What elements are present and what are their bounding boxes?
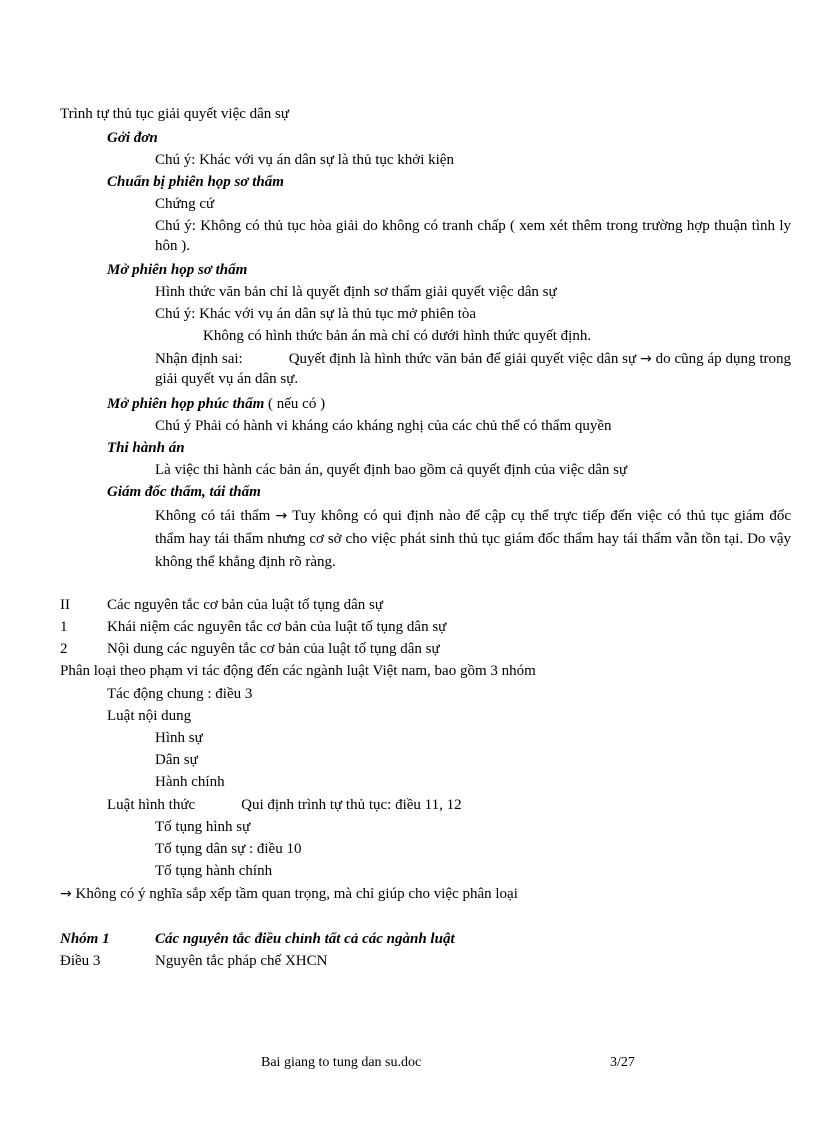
group-title: Các nguyên tắc điều chỉnh tất cả các ngành luật (155, 931, 455, 947)
step-enforcement: Thi hành án (107, 440, 185, 456)
footer-filename: Bai giang to tung dan su.doc (261, 1055, 422, 1070)
section-title: Các nguyên tắc cơ bản của luật tố tụng dân sự (107, 597, 383, 613)
statement-conclusion: do cũng áp dụng trong giải quyết vụ án dân sự. (155, 351, 791, 387)
arrow-icon: → (275, 508, 288, 524)
list-item: Hành chính (155, 774, 225, 790)
incorrect-statement-paragraph (155, 349, 791, 389)
step-first-instance-hearing: Mở phiên họp sơ thẩm (107, 262, 248, 278)
list-item: Luật nội dung (107, 708, 192, 724)
cassation-lead: Không có tái thẩm (155, 508, 271, 524)
subsection-number: 1 (60, 619, 68, 635)
heading-procedure: Trình tự thủ tục giải quyết việc dân sự (60, 106, 290, 122)
arrow-icon: → (60, 886, 72, 902)
step-appeal-title: Mở phiên họp phúc thẩm (107, 396, 265, 412)
body-text: Không có hình thức bản án mà chỉ có dưới hình thức quyết định. (203, 328, 592, 344)
step-submit-application: Gởi đơn (107, 130, 158, 146)
group-label: Nhóm 1 (60, 931, 110, 947)
step-appeal-note: ( nếu có ) (268, 396, 326, 412)
article-label: Điều 3 (60, 953, 101, 969)
note-text: Chú ý: Khác với vụ án dân sự là thủ tục mở phiên tòa (155, 306, 477, 322)
list-item: Dân sự (155, 752, 198, 768)
statement-text: Quyết định là hình thức văn bản để giải quyết việc dân sự (288, 351, 637, 367)
step-prepare-hearing: Chuẩn bị phiên họp sơ thẩm (107, 174, 284, 190)
note-paragraph: Chú ý: Không có thủ tục hòa giải do không có tranh chấp ( xem xét thêm trong trường hợp thuận tình ly hôn ). (155, 218, 791, 254)
note-text: Chú ý Phải có hành vi kháng cáo kháng nghị của các chủ thể có thẩm quyền (155, 418, 612, 434)
article-text: Nguyên tắc pháp chế XHCN (155, 953, 328, 969)
conclusion-line (60, 884, 518, 904)
conclusion-text: Không có ý nghĩa sắp xếp tầm quan trọng, mà chỉ giúp cho việc phân loại (75, 886, 518, 902)
list-item-label: Luật hình thức (107, 797, 196, 813)
cassation-paragraph (155, 505, 791, 574)
body-text: Là việc thi hành các bản án, quyết định bao gồm cả quyết định của việc dân sự (155, 462, 628, 478)
section-number: II (60, 597, 70, 613)
evidence-text: Chứng cứ (155, 196, 215, 212)
list-item: Tố tụng hành chính (155, 863, 273, 879)
step-cassation-review: Giám đốc thẩm, tái thẩm (107, 484, 261, 500)
subsection-number: 2 (60, 641, 68, 657)
list-item (107, 795, 462, 815)
list-item-detail: Qui định trình tự thủ tục: điều 11, 12 (241, 797, 462, 813)
subsection-title: Khái niệm các nguyên tắc cơ bản của luật tố tụng dân sự (107, 619, 447, 635)
list-item: Tố tụng hình sự (155, 819, 251, 835)
step-appeal-hearing (107, 394, 325, 414)
list-item: Tác động chung : điều 3 (107, 686, 253, 702)
classification-intro: Phân loại theo phạm vi tác động đến các ngành luật Việt nam, bao gồm 3 nhóm (60, 663, 536, 679)
statement-label: Nhận định sai: (155, 351, 243, 367)
cassation-text: Tuy không có qui định nào để cập cụ thể trực tiếp đến việc có thủ tục giám đốc thẩm hay tái thẩm nhưng cơ sở cho việc phát sinh thủ tục giám đốc thẩm hay tái thẩm vẫn tồn tại. Do vậy không thể khẳng định rõ ràng. (155, 508, 791, 570)
note-text: Chú ý: Khác với vụ án dân sự là thủ tục khởi kiện (155, 152, 454, 168)
arrow-icon: → (640, 351, 652, 367)
list-item: Tố tụng dân sự : điều 10 (155, 841, 302, 857)
footer-page-number: 3/27 (610, 1055, 635, 1070)
list-item: Hình sự (155, 730, 203, 746)
subsection-title: Nội dung các nguyên tắc cơ bản của luật tố tụng dân sự (107, 641, 440, 657)
body-text: Hình thức văn bản chỉ là quyết định sơ thẩm giải quyết việc dân sự (155, 284, 557, 300)
